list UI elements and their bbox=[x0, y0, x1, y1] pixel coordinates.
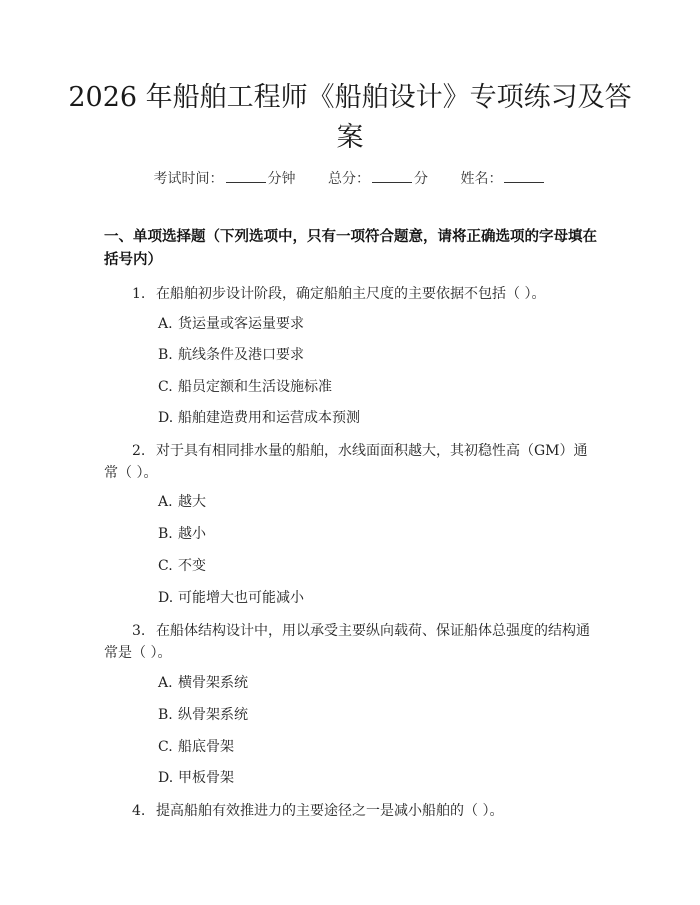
option-letter: B. bbox=[158, 526, 173, 542]
question-1-option-c bbox=[158, 377, 332, 397]
option-letter: D. bbox=[158, 410, 174, 426]
option-letter: C. bbox=[158, 739, 173, 755]
exam-time-label: 考试时间： bbox=[153, 171, 224, 187]
total-score-unit: 分 bbox=[414, 171, 428, 187]
total-score-blank bbox=[372, 170, 412, 183]
question-3-option-b bbox=[158, 705, 248, 725]
option-text: 可能增大也可能减小 bbox=[178, 590, 304, 606]
question-1-option-a bbox=[158, 314, 304, 334]
option-text: 航线条件及港口要求 bbox=[178, 347, 304, 363]
section-heading: 一、单项选择题（下列选项中，只有一项符合题意，请将正确选项的字母填在括号内） bbox=[104, 229, 597, 268]
option-letter: C. bbox=[158, 379, 173, 395]
exam-time-field bbox=[154, 171, 296, 187]
option-letter: A. bbox=[158, 494, 173, 510]
option-letter: A. bbox=[158, 675, 173, 691]
question-3-option-c bbox=[158, 737, 234, 757]
option-letter: A. bbox=[158, 316, 173, 332]
option-text: 船底骨架 bbox=[178, 739, 234, 755]
name-label: 姓名： bbox=[460, 171, 503, 187]
question-text: 对于具有相同排水量的船舶，水线面面积越大，其初稳性高（GM）通常（ ）。 bbox=[104, 443, 588, 481]
name-field bbox=[460, 171, 546, 187]
question-text: 在船体结构设计中，用以承受主要纵向载荷、保证船体总强度的结构通常是（ ）。 bbox=[104, 623, 590, 661]
question-text: 提高船舶有效推进力的主要途径之一是减小船舶的（ ）。 bbox=[156, 803, 504, 819]
option-letter: D. bbox=[158, 590, 174, 606]
question-2 bbox=[104, 440, 600, 484]
option-letter: B. bbox=[158, 707, 173, 723]
question-3-option-a bbox=[158, 673, 248, 693]
question-1 bbox=[104, 283, 600, 305]
total-score-label: 总分： bbox=[328, 171, 370, 187]
question-1-option-b bbox=[158, 345, 304, 365]
question-3-option-d bbox=[158, 768, 234, 788]
question-number: 2. bbox=[132, 443, 146, 459]
question-2-option-b bbox=[158, 524, 206, 544]
question-1-option-d bbox=[158, 408, 360, 428]
question-2-option-d bbox=[158, 588, 304, 608]
option-letter: B. bbox=[158, 347, 173, 363]
option-text: 越小 bbox=[178, 526, 206, 542]
option-text: 甲板骨架 bbox=[178, 770, 234, 786]
option-text: 纵骨架系统 bbox=[178, 707, 248, 723]
total-score-field bbox=[328, 171, 428, 187]
question-number: 1. bbox=[132, 286, 146, 302]
option-text: 船员定额和生活设施标准 bbox=[178, 379, 332, 395]
option-text: 横骨架系统 bbox=[178, 675, 248, 691]
question-3 bbox=[104, 620, 600, 664]
exam-time-unit: 分钟 bbox=[267, 171, 296, 187]
question-text: 在船舶初步设计阶段，确定船舶主尺度的主要依据不包括（ ）。 bbox=[156, 286, 546, 302]
question-2-option-a bbox=[158, 492, 206, 512]
option-text: 越大 bbox=[178, 494, 206, 510]
exam-info-line bbox=[0, 168, 700, 188]
option-text: 船舶建造费用和运营成本预测 bbox=[178, 410, 360, 426]
question-number: 4. bbox=[132, 803, 146, 819]
name-blank bbox=[504, 170, 544, 183]
document-title: 2026 年船舶工程师《船舶设计》专项练习及答案 bbox=[68, 82, 632, 153]
question-number: 3. bbox=[132, 623, 146, 639]
option-text: 不变 bbox=[178, 558, 206, 574]
option-letter: C. bbox=[158, 558, 173, 574]
option-text: 货运量或客运量要求 bbox=[178, 316, 304, 332]
question-4 bbox=[104, 800, 600, 822]
option-letter: D. bbox=[158, 770, 174, 786]
exam-time-blank bbox=[226, 170, 266, 183]
question-2-option-c bbox=[158, 556, 206, 576]
